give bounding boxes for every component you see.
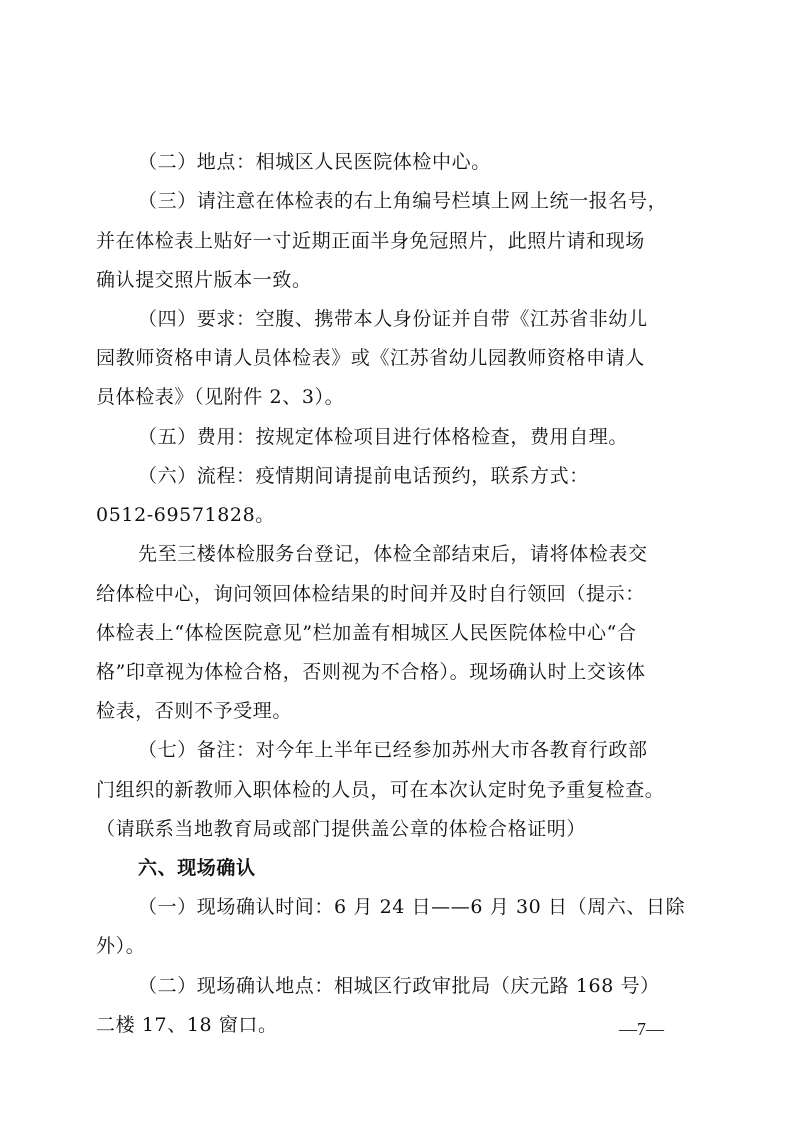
paragraph-number-note-line-2: 并在体检表上贴好一寸近期正面半身免冠照片，此照片请和现场 [96, 230, 645, 252]
paragraph-remarks-line-2: 门组织的新教师入职体检的人员，可在本次认定时免予重复检查。 [96, 779, 665, 801]
paragraph-location: （二）地点：相城区人民医院体检中心。 [138, 151, 491, 173]
paragraph-checkin-line-5: 检表，否则不予受理。 [96, 700, 293, 722]
paragraph-confirmation-location-line-2: 二楼 17、18 窗口。 [96, 1014, 278, 1036]
paragraph-fees: （五）费用：按规定体检项目进行体格检查，费用自理。 [138, 426, 629, 448]
paragraph-requirements-line-3: 员体检表》（见附件 2、3）。 [96, 386, 345, 408]
paragraph-confirmation-location-line-1: （二）现场确认地点：相城区行政审批局（庆元路 168 号） [138, 975, 660, 997]
paragraph-confirmation-time-line-1: （一）现场确认时间：6 月 24 日——6 月 30 日（周六、日除 [138, 896, 686, 918]
paragraph-checkin-line-4: 格”印章视为体检合格，否则视为不合格）。现场确认时上交该体 [96, 661, 646, 683]
paragraph-confirmation-time-line-2: 外）。 [96, 935, 146, 957]
paragraph-requirements-line-1: （四）要求：空腹、携带本人身份证并自带《江苏省非幼儿 [138, 308, 648, 330]
paragraph-checkin-line-3: 体检表上“体检医院意见”栏加盖有相城区人民医院体检中心“合 [96, 622, 637, 644]
paragraph-process-line-1: （六）流程：疫情期间请提前电话预约，联系方式： [138, 465, 589, 487]
page-number: —7— [619, 1019, 664, 1039]
section-heading-onsite-confirmation: 六、现场确认 [138, 857, 256, 879]
paragraph-remarks-line-3: （请联系当地教育局或部门提供盖公章的体检合格证明） [96, 818, 587, 840]
paragraph-checkin-line-2: 给体检中心，询问领回体检结果的时间并及时自行领回（提示： [96, 583, 645, 605]
paragraph-process-phone: 0512-69571828。 [96, 504, 275, 526]
paragraph-requirements-line-2: 园教师资格申请人员体检表》或《江苏省幼儿园教师资格申请人 [96, 347, 645, 369]
paragraph-number-note-line-1: （三）请注意在体检表的右上角编号栏填上网上统一报名号， [138, 190, 668, 212]
paragraph-number-note-line-3: 确认提交照片版本一致。 [96, 269, 312, 291]
paragraph-remarks-line-1: （七）备注：对今年上半年已经参加苏州大市各教育行政部 [138, 739, 648, 761]
paragraph-checkin-line-1: 先至三楼体检服务台登记，体检全部结束后，请将体检表交 [138, 543, 648, 565]
